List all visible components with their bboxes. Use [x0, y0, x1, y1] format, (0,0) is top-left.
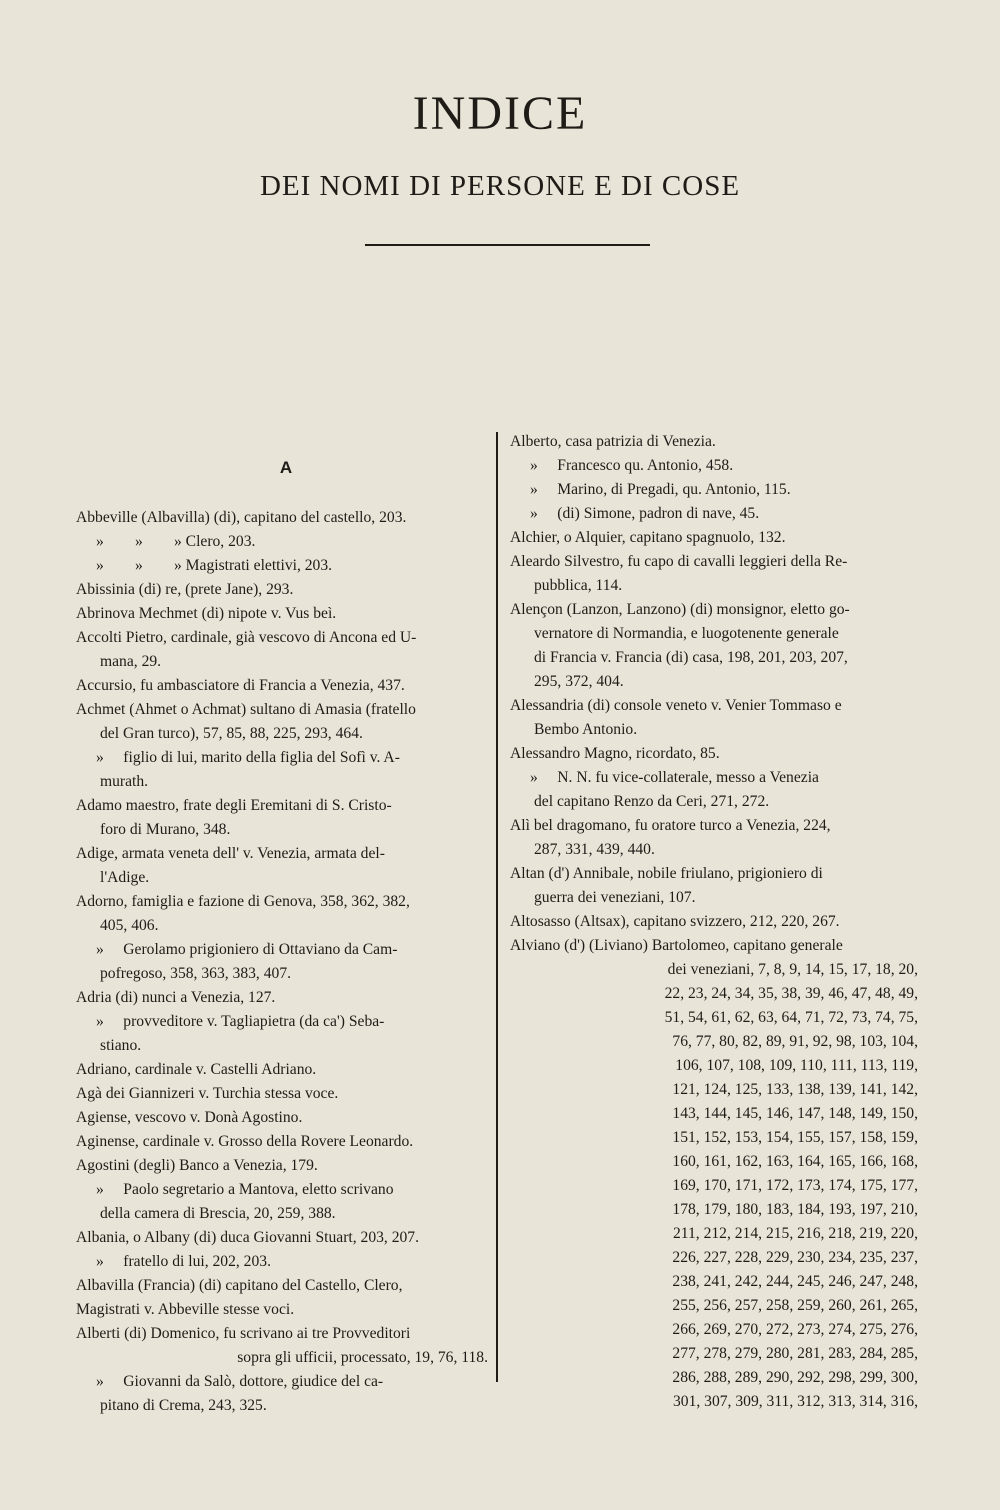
- index-line: foro di Murano, 348.: [100, 821, 231, 838]
- index-line: 151, 152, 153, 154, 155, 157, 158, 159,: [672, 1129, 918, 1146]
- index-line: Accursio, fu ambasciatore di Francia a Venezia, 437.: [76, 677, 405, 694]
- index-line: 121, 124, 125, 133, 138, 139, 141, 142,: [672, 1081, 918, 1098]
- index-line: Accolti Pietro, cardinale, già vescovo di Ancona ed U-: [76, 629, 417, 646]
- index-line: stiano.: [100, 1037, 142, 1054]
- index-line: » Marino, di Pregadi, qu. Antonio, 115.: [530, 481, 791, 498]
- index-line: Adige, armata veneta dell' v. Venezia, armata del-: [76, 845, 385, 862]
- index-line: » Gerolamo prigioniero di Ottaviano da Cam-: [96, 941, 398, 958]
- index-line: pofregoso, 358, 363, 383, 407.: [100, 965, 292, 982]
- index-line: Adamo maestro, frate degli Eremitani di S. Cristo-: [76, 797, 392, 814]
- index-line: 143, 144, 145, 146, 147, 148, 149, 150,: [672, 1105, 918, 1122]
- index-line: di Francia v. Francia (di) casa, 198, 201, 203, 207,: [534, 649, 848, 666]
- index-line: pitano di Crema, 243, 325.: [100, 1397, 267, 1414]
- index-line: Magistrati v. Abbeville stesse voci.: [76, 1301, 295, 1318]
- index-line: Adorno, famiglia e fazione di Genova, 358, 362, 382,: [76, 893, 410, 910]
- index-line: » Paolo segretario a Mantova, eletto scrivano: [96, 1181, 394, 1198]
- index-line: 178, 179, 180, 183, 184, 193, 197, 210,: [672, 1201, 918, 1218]
- index-line: » fratello di lui, 202, 203.: [96, 1253, 271, 1270]
- index-line: 238, 241, 242, 244, 245, 246, 247, 248,: [672, 1273, 918, 1290]
- index-line: del Gran turco), 57, 85, 88, 225, 293, 464.: [100, 725, 363, 742]
- index-line: 277, 278, 279, 280, 281, 283, 284, 285,: [672, 1345, 918, 1362]
- index-line: Bembo Antonio.: [534, 721, 638, 738]
- index-line: Alviano (d') (Liviano) Bartolomeo, capitano generale: [510, 937, 843, 954]
- index-line: Agiense, vescovo v. Donà Agostino.: [76, 1109, 303, 1126]
- index-line: guerra dei veneziani, 107.: [534, 889, 696, 906]
- index-line: » N. N. fu vice-collaterale, messo a Venezia: [530, 769, 819, 786]
- index-line: 169, 170, 171, 172, 173, 174, 175, 177,: [672, 1177, 918, 1194]
- index-line: pubblica, 114.: [534, 577, 623, 594]
- index-line: 287, 331, 439, 440.: [534, 841, 655, 858]
- page-subtitle: DEI NOMI DI PERSONE E DI COSE: [259, 170, 741, 202]
- index-line: Alberti (di) Domenico, fu scrivano ai tre Provveditori: [76, 1325, 411, 1342]
- index-line: Alessandro Magno, ricordato, 85.: [510, 745, 720, 762]
- index-line: Alchier, o Alquier, capitano spagnuolo, 132.: [510, 529, 786, 546]
- index-line: murath.: [100, 773, 149, 790]
- index-line: Altan (d') Annibale, nobile friulano, prigioniero di: [510, 865, 823, 882]
- index-line: mana, 29.: [100, 653, 162, 670]
- index-line: 266, 269, 270, 272, 273, 274, 275, 276,: [672, 1321, 918, 1338]
- index-line: Albavilla (Francia) (di) capitano del Castello, Clero,: [76, 1277, 403, 1294]
- index-line: vernatore di Normandia, e luogotenente generale: [534, 625, 839, 642]
- index-line: Aleardo Silvestro, fu capo di cavalli leggieri della Re-: [510, 553, 848, 570]
- index-line: 211, 212, 214, 215, 216, 218, 219, 220,: [672, 1225, 918, 1242]
- index-line: dei veneziani, 7, 8, 9, 14, 15, 17, 18, 20,: [667, 961, 918, 978]
- index-line: del capitano Renzo da Ceri, 271, 272.: [534, 793, 770, 810]
- index-line: » Francesco qu. Antonio, 458.: [530, 457, 734, 474]
- left-column: [76, 430, 488, 1418]
- index-line: Agà dei Giannizeri v. Turchia stessa voce.: [76, 1085, 339, 1102]
- index-line: » figlio di lui, marito della figlia del Sofì v. A-: [96, 749, 400, 766]
- index-line: 76, 77, 80, 82, 89, 91, 92, 98, 103, 104,: [672, 1033, 918, 1050]
- index-line: Adria (di) nunci a Venezia, 127.: [76, 989, 276, 1006]
- index-line: 22, 23, 24, 34, 35, 38, 39, 46, 47, 48, 49,: [664, 985, 918, 1002]
- index-line: Adriano, cardinale v. Castelli Adriano.: [76, 1061, 317, 1078]
- index-line: Alessandria (di) console veneto v. Venier Tommaso e: [510, 697, 842, 714]
- index-line: » (di) Simone, padron di nave, 45.: [530, 505, 760, 522]
- index-line: 286, 288, 289, 290, 292, 298, 299, 300,: [672, 1369, 918, 1386]
- index-line: Abbeville (Albavilla) (di), capitano del castello, 203.: [76, 509, 407, 526]
- index-line: 301, 307, 309, 311, 312, 313, 314, 316,: [672, 1393, 918, 1410]
- index-line: l'Adige.: [100, 869, 150, 886]
- index-line: 295, 372, 404.: [534, 673, 624, 690]
- index-line: Achmet (Ahmet o Achmat) sultano di Amasia (fratello: [76, 701, 416, 718]
- index-line: 226, 227, 228, 229, 230, 234, 235, 237,: [672, 1249, 918, 1266]
- page-title: INDICE: [412, 87, 588, 140]
- index-line: sopra gli ufficii, processato, 19, 76, 118.: [237, 1349, 488, 1366]
- index-line: » » » Magistrati elettivi, 203.: [96, 557, 333, 574]
- index-line: Alberto, casa patrizia di Venezia.: [510, 433, 716, 450]
- index-line: 106, 107, 108, 109, 110, 111, 113, 119,: [675, 1057, 918, 1074]
- index-line: Albania, o Albany (di) duca Giovanni Stuart, 203, 207.: [76, 1229, 420, 1246]
- index-line: » provveditore v. Tagliapietra (da ca') Seba-: [96, 1013, 385, 1030]
- index-line: 160, 161, 162, 163, 164, 165, 166, 168,: [672, 1153, 918, 1170]
- right-column: [510, 430, 918, 1414]
- index-line: Alì bel dragomano, fu oratore turco a Venezia, 224,: [510, 817, 831, 834]
- column-divider: [496, 432, 498, 1382]
- index-line: Alençon (Lanzon, Lanzono) (di) monsignor, eletto go-: [510, 601, 850, 618]
- index-line: » Giovanni da Salò, dottore, giudice del ca-: [96, 1373, 384, 1390]
- index-line: 51, 54, 61, 62, 63, 64, 71, 72, 73, 74, 75,: [664, 1009, 918, 1026]
- index-line: Aginense, cardinale v. Grosso della Rovere Leonardo.: [76, 1133, 414, 1150]
- index-line: Abrinova Mechmet (di) nipote v. Vus beì.: [76, 605, 337, 622]
- index-line: Abissinia (di) re, (prete Jane), 293.: [76, 581, 294, 598]
- index-line: » » » Clero, 203.: [96, 533, 256, 550]
- index-line: della camera di Brescia, 20, 259, 388.: [100, 1205, 336, 1222]
- index-line: Agostini (degli) Banco a Venezia, 179.: [76, 1157, 318, 1174]
- index-line: 405, 406.: [100, 917, 159, 934]
- index-line: 255, 256, 257, 258, 259, 260, 261, 265,: [672, 1297, 918, 1314]
- index-line: Altosasso (Altsax), capitano svizzero, 212, 220, 267.: [510, 913, 840, 930]
- section-letter: A: [279, 458, 293, 477]
- title-rule: [365, 244, 650, 246]
